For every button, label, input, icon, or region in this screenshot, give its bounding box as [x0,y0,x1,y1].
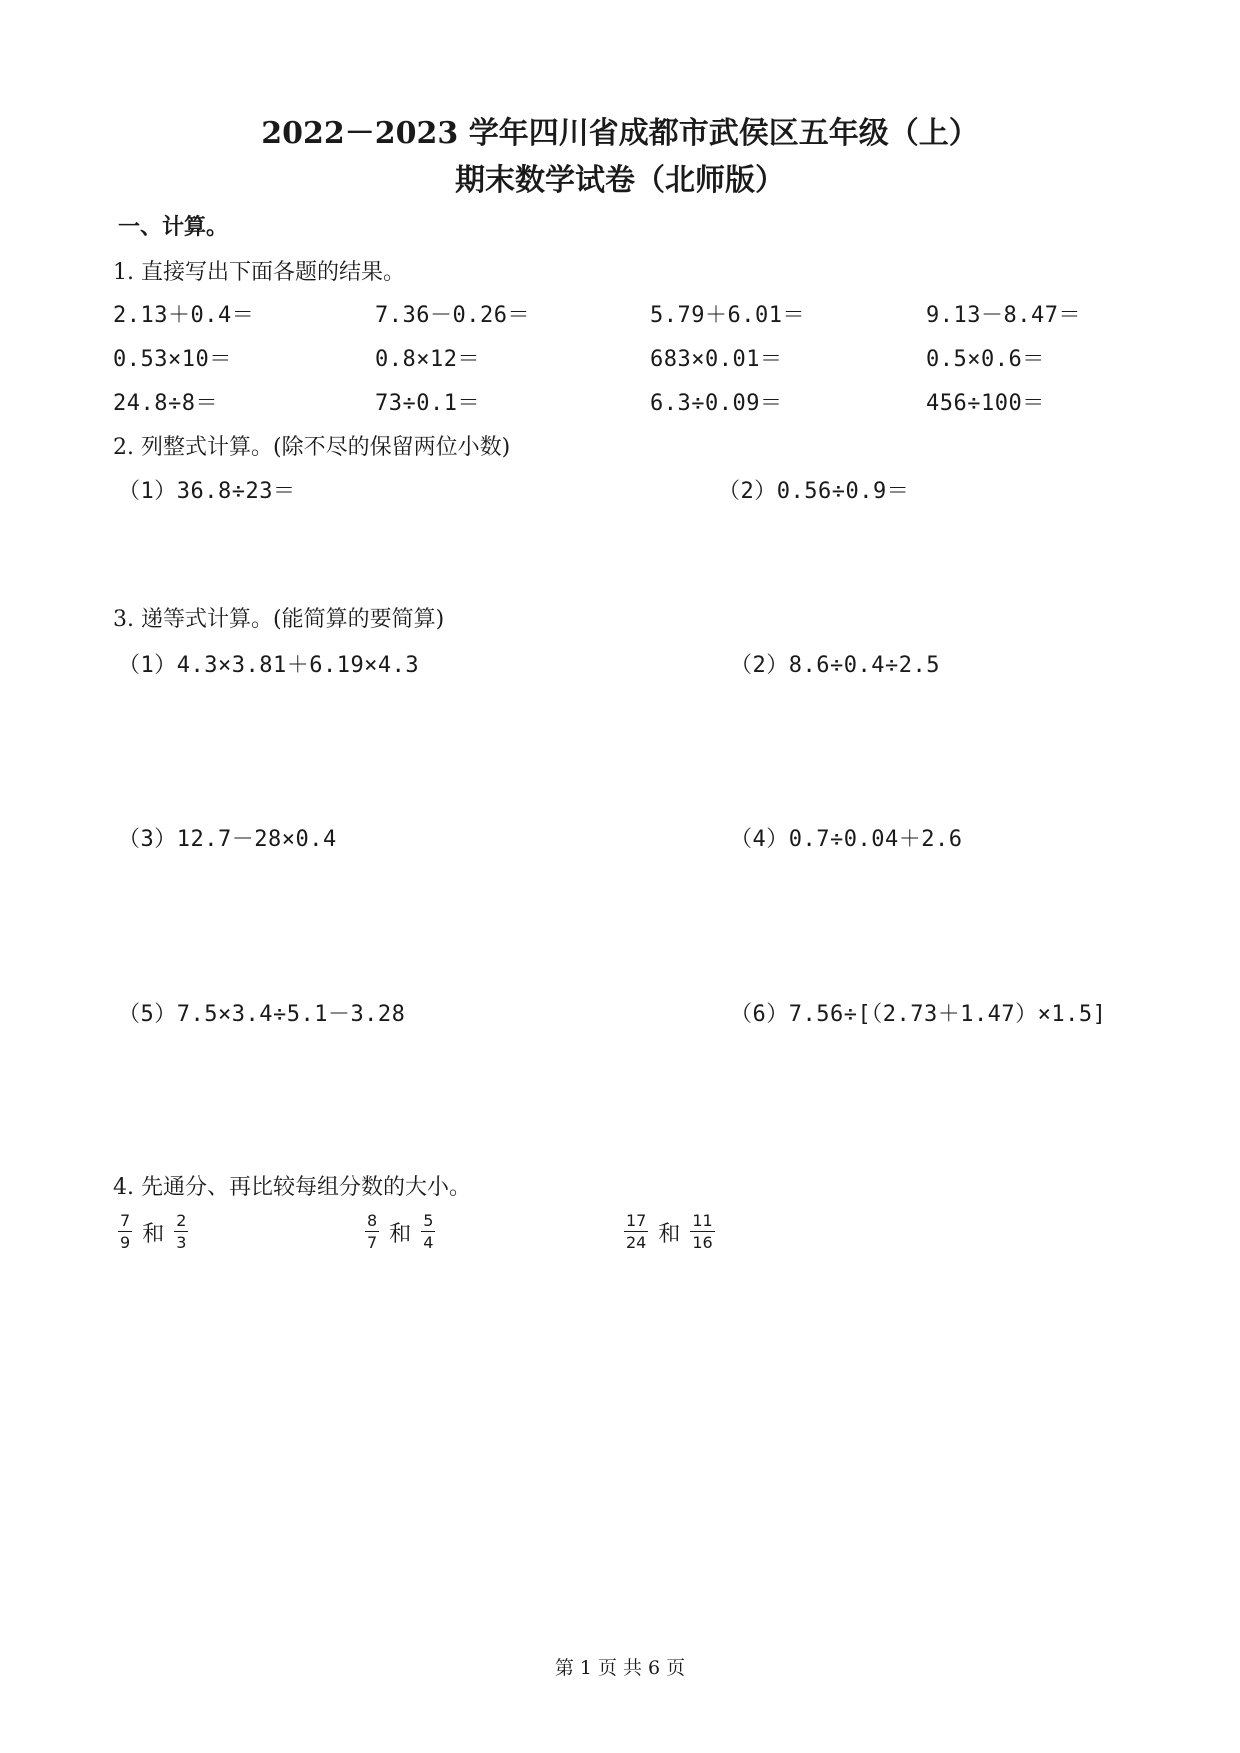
calc-item: 7.36－0.26＝ [375,303,530,328]
calc-item: 683×0.01＝ [650,347,783,372]
denominator: 3 [176,1233,187,1252]
problem-item: （5）7.5×3.4÷5.1－3.28 [118,1002,406,1027]
calc-item: 73÷0.1＝ [375,391,480,416]
problem-item: （1）36.8÷23＝ [118,479,296,504]
numerator: 8 [367,1211,378,1230]
calc-item: 6.3÷0.09＝ [650,391,783,416]
page-footer: 第 1 页 共 6 页 [554,1657,686,1679]
problem-item: （1）4.3×3.81＋6.19×4.3 [118,653,420,678]
fraction [118,1212,132,1252]
calc-item: 24.8÷8＝ [113,391,218,416]
fraction [690,1212,714,1252]
question-3-label: 3. 递等式计算。(能简算的要简算) [113,607,445,632]
connector-text: 和 [658,1221,681,1247]
question-1-label: 1. 直接写出下面各题的结果。 [113,260,405,285]
denominator: 24 [626,1233,647,1252]
numerator: 7 [120,1211,131,1230]
numerator: 2 [176,1211,187,1230]
denominator: 16 [692,1233,713,1252]
fraction-pair [118,1212,188,1252]
calc-item: 9.13－8.47＝ [926,303,1081,328]
problem-item: （3）12.7－28×0.4 [118,827,337,852]
fraction [365,1212,379,1252]
problem-item: （6）7.56÷[（2.73＋1.47）×1.5] [730,1002,1107,1027]
calc-item: 0.5×0.6＝ [926,347,1045,372]
calc-item: 456÷100＝ [926,391,1045,416]
page-title-line2: 期末数学试卷（北师版） [455,163,785,198]
fraction [421,1212,435,1252]
question-4-label: 4. 先通分、再比较每组分数的大小。 [113,1175,471,1200]
connector-text: 和 [389,1221,412,1247]
denominator: 7 [367,1233,378,1252]
calc-item: 0.53×10＝ [113,347,232,372]
calc-item: 2.13＋0.4＝ [113,303,255,328]
section-heading: 一、计算。 [118,215,229,240]
fraction [174,1212,188,1252]
question-2-label: 2. 列整式计算。(除不尽的保留两位小数) [113,435,511,460]
numerator: 5 [423,1211,434,1230]
fraction [624,1212,648,1252]
numerator: 17 [626,1211,647,1230]
connector-text: 和 [142,1221,165,1247]
calc-item: 5.79＋6.01＝ [650,303,805,328]
problem-item: （2）8.6÷0.4÷2.5 [730,653,940,678]
fraction-pair [365,1212,435,1252]
problem-item: （2）0.56÷0.9＝ [718,479,910,504]
calc-item: 0.8×12＝ [375,347,480,372]
problem-item: （4）0.7÷0.04＋2.6 [730,827,963,852]
page-title-line1: 2022－2023 学年四川省成都市武侯区五年级（上） [261,116,979,151]
fraction-pair [624,1212,715,1252]
denominator: 9 [120,1233,131,1252]
denominator: 4 [423,1233,434,1252]
numerator: 11 [692,1211,713,1230]
